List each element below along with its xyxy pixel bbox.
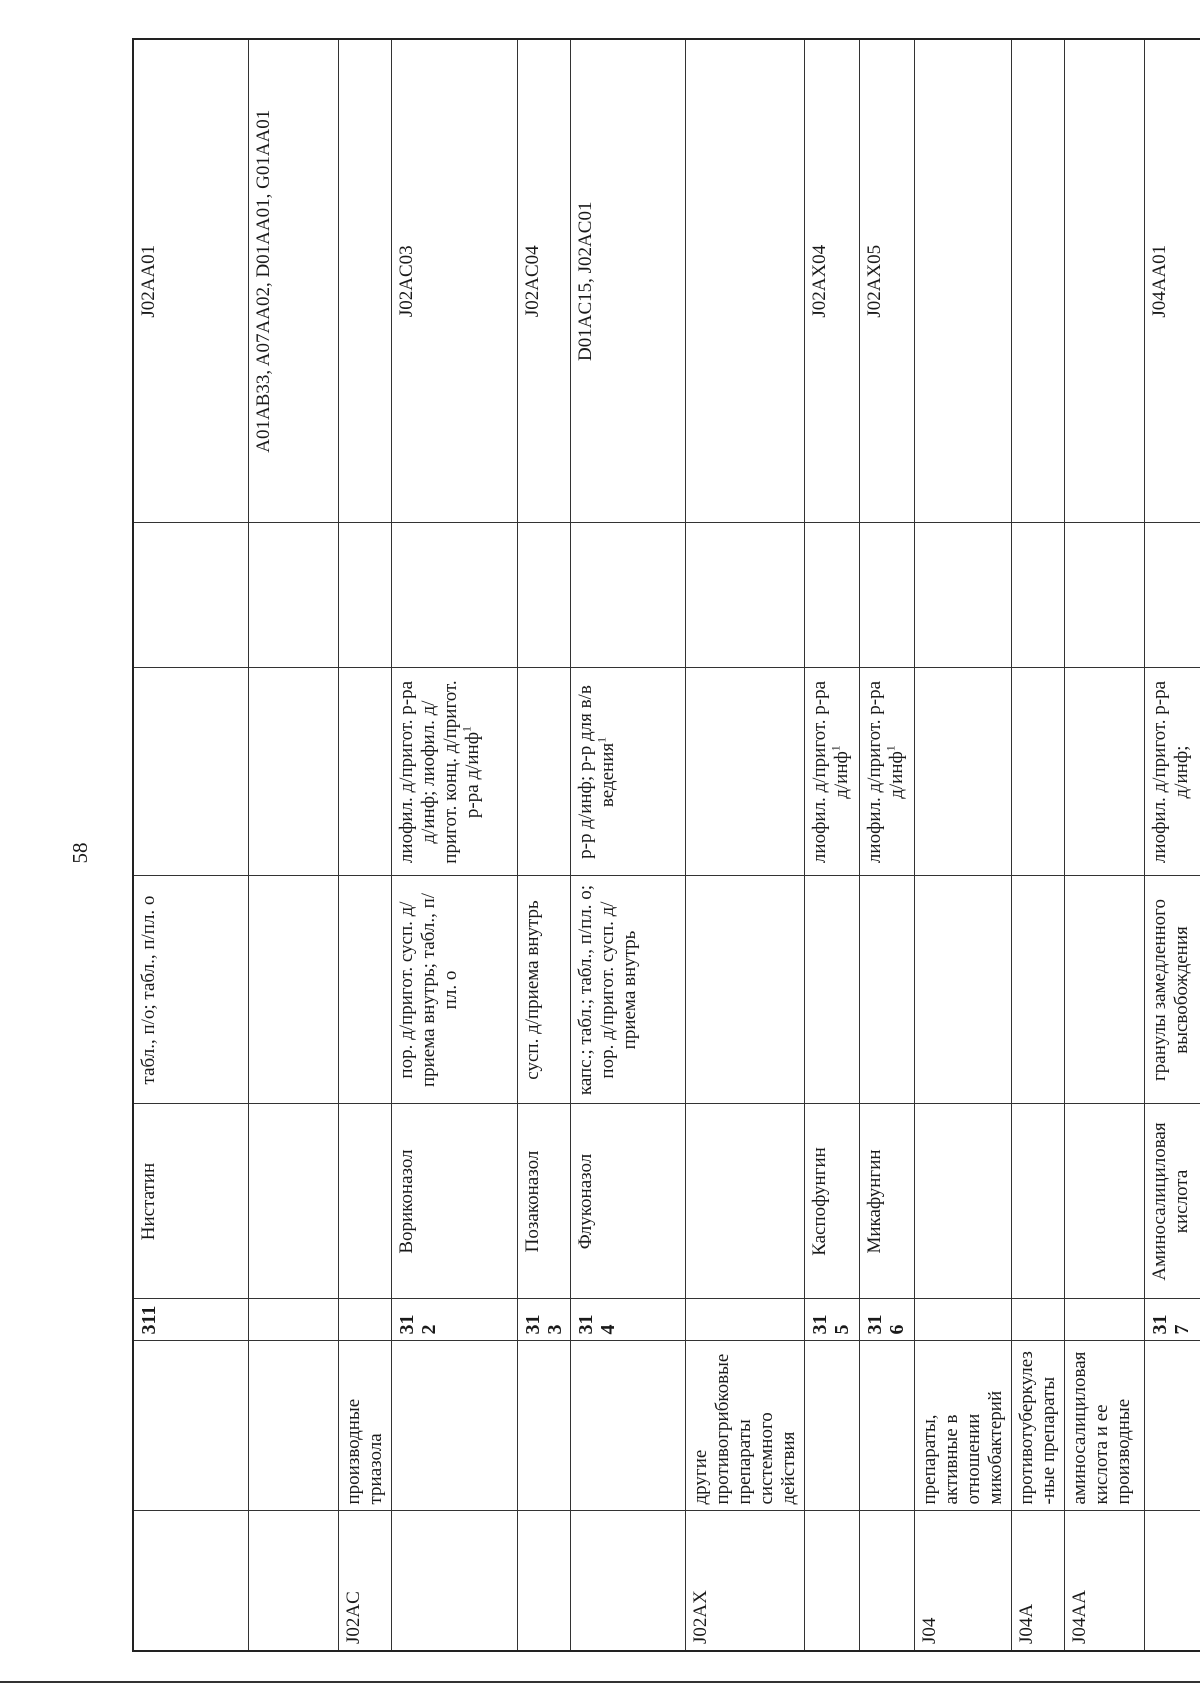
ref-codes-cell	[914, 39, 1011, 523]
table-row	[570, 39, 685, 1651]
row-number-text: 312	[395, 1314, 440, 1335]
table-row	[914, 39, 1011, 1651]
atc-code-cell	[570, 1511, 685, 1651]
row-number-cell	[517, 1299, 570, 1341]
footnote-marker: 1	[828, 745, 843, 752]
rotated-page	[132, 40, 1200, 1652]
ref-codes-text: J02AC03	[395, 245, 417, 318]
group-text: аминосалициловая кислота и ее производные	[1068, 1351, 1134, 1505]
parenteral-form-text: р-р д/инф; р-р для в/в ведения	[574, 685, 618, 859]
parenteral-form-cell	[685, 668, 804, 876]
group-cell	[914, 1341, 1011, 1511]
drug-name-cell	[1064, 1104, 1144, 1299]
ref-codes-text: J02AX04	[808, 244, 830, 318]
other-form-cell	[1064, 523, 1144, 668]
atc-code-cell	[685, 1511, 804, 1651]
atc-code-text: J04	[918, 1617, 940, 1644]
drug-name-cell	[391, 1104, 517, 1299]
parenteral-form-cell	[1064, 668, 1144, 876]
parenteral-form-cell	[517, 668, 570, 876]
drug-name-cell	[570, 1104, 685, 1299]
row-number-cell	[391, 1299, 517, 1341]
row-number-cell	[914, 1299, 1011, 1341]
table-row	[859, 39, 914, 1651]
other-form-cell	[517, 523, 570, 668]
drug-name-text: Каспофунгин	[808, 1147, 830, 1256]
parenteral-form-text: лиофил. д/пригот. р-ра д/инф	[863, 680, 907, 864]
group-cell	[1144, 1341, 1200, 1511]
oral-form-cell	[1144, 876, 1200, 1104]
ref-codes-cell	[1144, 39, 1200, 523]
bottom-rule	[0, 1681, 1200, 1683]
ref-codes-cell	[804, 39, 859, 523]
other-form-cell	[685, 523, 804, 668]
drug-name-cell	[1144, 1104, 1200, 1299]
oral-form-text: капс.; табл.; табл., п/пл. о; пор. д/пригот. сусп. д/приема внутрь	[574, 884, 640, 1096]
row-number-text: 311	[138, 1305, 160, 1335]
row-number-cell	[248, 1299, 338, 1341]
ref-codes-cell	[1064, 39, 1144, 523]
oral-form-text: сусп. д/приема внутрь	[521, 900, 543, 1080]
other-form-cell	[1011, 523, 1064, 668]
ref-codes-text: J02AA01	[138, 244, 159, 318]
table-row	[133, 39, 248, 1651]
atc-code-cell	[1064, 1511, 1144, 1651]
row-number-cell	[1011, 1299, 1064, 1341]
parenteral-form-cell	[914, 668, 1011, 876]
other-form-cell	[338, 523, 391, 668]
atc-code-cell	[914, 1511, 1011, 1651]
ref-codes-text: J02AC04	[521, 245, 543, 318]
other-form-cell	[1144, 523, 1200, 668]
row-number-text: 316	[863, 1314, 908, 1335]
group-cell	[248, 1341, 338, 1511]
atc-code-cell	[248, 1511, 338, 1651]
oral-form-cell	[685, 876, 804, 1104]
oral-form-cell	[1064, 876, 1144, 1104]
row-number-text: 317	[1148, 1314, 1193, 1335]
drug-name-cell	[685, 1104, 804, 1299]
oral-form-text: гранулы замедленного высвобождения	[1148, 899, 1192, 1081]
group-cell	[391, 1341, 517, 1511]
drug-name-cell	[859, 1104, 914, 1299]
other-form-cell	[133, 523, 248, 668]
table-row	[685, 39, 804, 1651]
row-number-cell	[685, 1299, 804, 1341]
parenteral-form-cell	[570, 668, 685, 876]
table-row	[1064, 39, 1144, 1651]
ref-codes-cell	[517, 39, 570, 523]
parenteral-form-cell	[1144, 668, 1200, 876]
ref-codes-cell	[133, 39, 248, 523]
atc-code-text: J04A	[1015, 1603, 1037, 1644]
atc-code-cell	[133, 1511, 248, 1651]
row-number-text: 314	[574, 1314, 619, 1335]
group-cell	[1011, 1341, 1064, 1511]
row-number-text: 313	[521, 1314, 566, 1335]
parenteral-form-text: лиофил. д/пригот. р-ра д/инф	[808, 680, 852, 864]
footnote-marker: 1	[594, 736, 609, 743]
group-cell	[338, 1341, 391, 1511]
atc-code-cell	[1144, 1511, 1200, 1651]
oral-form-cell	[804, 876, 859, 1104]
table-row	[1144, 39, 1200, 1651]
group-cell	[804, 1341, 859, 1511]
atc-code-cell	[338, 1511, 391, 1651]
row-number-text: 315	[808, 1314, 853, 1335]
drug-name-cell	[338, 1104, 391, 1299]
table-row	[391, 39, 517, 1651]
table-row	[248, 39, 338, 1651]
atc-code-cell	[391, 1511, 517, 1651]
drug-name-cell	[248, 1104, 338, 1299]
parenteral-form-text: лиофил. д/пригот. р-ра д/инф; лиофил. д/пригот. конц. д/пригот. р-ра д/инф	[395, 680, 483, 864]
oral-form-cell	[248, 876, 338, 1104]
other-form-cell	[570, 523, 685, 668]
group-text: производные триазола	[342, 1398, 386, 1505]
group-cell	[859, 1341, 914, 1511]
oral-form-cell	[338, 876, 391, 1104]
ref-codes-text: D01AC15, J02AC01	[574, 201, 596, 361]
oral-form-cell	[570, 876, 685, 1104]
other-form-cell	[248, 523, 338, 668]
ref-codes-cell	[1011, 39, 1064, 523]
row-number-cell	[804, 1299, 859, 1341]
ref-codes-cell	[248, 39, 338, 523]
ref-codes-cell	[859, 39, 914, 523]
row-number-cell	[859, 1299, 914, 1341]
row-number-cell	[133, 1299, 248, 1341]
oral-form-cell	[517, 876, 570, 1104]
atc-code-cell	[804, 1511, 859, 1651]
oral-form-cell	[1011, 876, 1064, 1104]
row-number-cell	[1064, 1299, 1144, 1341]
other-form-cell	[859, 523, 914, 668]
parenteral-form-cell	[391, 668, 517, 876]
drug-name-text: Аминосалициловая кислота	[1148, 1122, 1192, 1281]
atc-code-text: J04AA	[1068, 1590, 1090, 1644]
oral-form-cell	[391, 876, 517, 1104]
atc-code-text: J02AC	[342, 1591, 364, 1644]
parenteral-form-cell	[338, 668, 391, 876]
group-cell	[133, 1341, 248, 1511]
medicines-table	[132, 38, 1200, 1652]
group-text: другие противогрибковые препараты системного действия	[689, 1353, 799, 1505]
group-cell	[517, 1341, 570, 1511]
table-row	[517, 39, 570, 1651]
group-cell	[1064, 1341, 1144, 1511]
group-text: противотуберкулез-ные препараты	[1015, 1351, 1059, 1505]
table-row	[1011, 39, 1064, 1651]
parenteral-form-text: лиофил. д/пригот. р-ра д/инф;	[1148, 680, 1192, 864]
row-number-cell	[1144, 1299, 1200, 1341]
footnote-marker: 1	[459, 725, 474, 732]
row-number-cell	[338, 1299, 391, 1341]
atc-code-text: J02AX	[689, 1590, 711, 1644]
oral-form-text: пор. д/пригот. сусп. д/приема внутрь; табл., п/пл. о	[395, 892, 461, 1088]
oral-form-cell	[859, 876, 914, 1104]
ref-codes-text: A01AB33, A07AA02, D01AA01, G01AA01	[252, 109, 274, 453]
drug-name-cell	[914, 1104, 1011, 1299]
drug-name-cell	[517, 1104, 570, 1299]
ref-codes-cell	[685, 39, 804, 523]
drug-name-text: Вориконазол	[395, 1149, 417, 1254]
other-form-cell	[391, 523, 517, 668]
table-row	[338, 39, 391, 1651]
parenteral-form-cell	[804, 668, 859, 876]
drug-name-text: Флуконазол	[574, 1153, 596, 1250]
oral-form-cell	[133, 876, 248, 1104]
parenteral-form-cell	[133, 668, 248, 876]
group-text: препараты, активные в отношении микобактерий	[918, 1390, 1006, 1505]
parenteral-form-cell	[859, 668, 914, 876]
atc-code-cell	[859, 1511, 914, 1651]
other-form-cell	[914, 523, 1011, 668]
parenteral-form-cell	[248, 668, 338, 876]
drug-name-cell	[1011, 1104, 1064, 1299]
table-body	[133, 39, 1200, 1651]
atc-code-cell	[1011, 1511, 1064, 1651]
ref-codes-cell	[338, 39, 391, 523]
other-form-cell	[804, 523, 859, 668]
ref-codes-cell	[391, 39, 517, 523]
group-cell	[570, 1341, 685, 1511]
drug-name-cell	[133, 1104, 248, 1299]
drug-name-text: Нистатин	[138, 1162, 159, 1241]
group-cell	[685, 1341, 804, 1511]
ref-codes-cell	[570, 39, 685, 523]
oral-form-cell	[914, 876, 1011, 1104]
atc-code-cell	[517, 1511, 570, 1651]
page-number: 58	[68, 842, 92, 864]
table-row	[804, 39, 859, 1651]
drug-name-text: Микафунгин	[863, 1149, 885, 1254]
ref-codes-text: J04AA01	[1148, 244, 1170, 318]
row-number-cell	[570, 1299, 685, 1341]
parenteral-form-cell	[1011, 668, 1064, 876]
footnote-marker: 1	[883, 745, 898, 752]
drug-name-text: Позаконазол	[521, 1150, 543, 1253]
drug-name-cell	[804, 1104, 859, 1299]
ref-codes-text: J02AX05	[863, 244, 885, 318]
oral-form-text: табл., п/о; табл., п/пл. о	[138, 895, 159, 1085]
